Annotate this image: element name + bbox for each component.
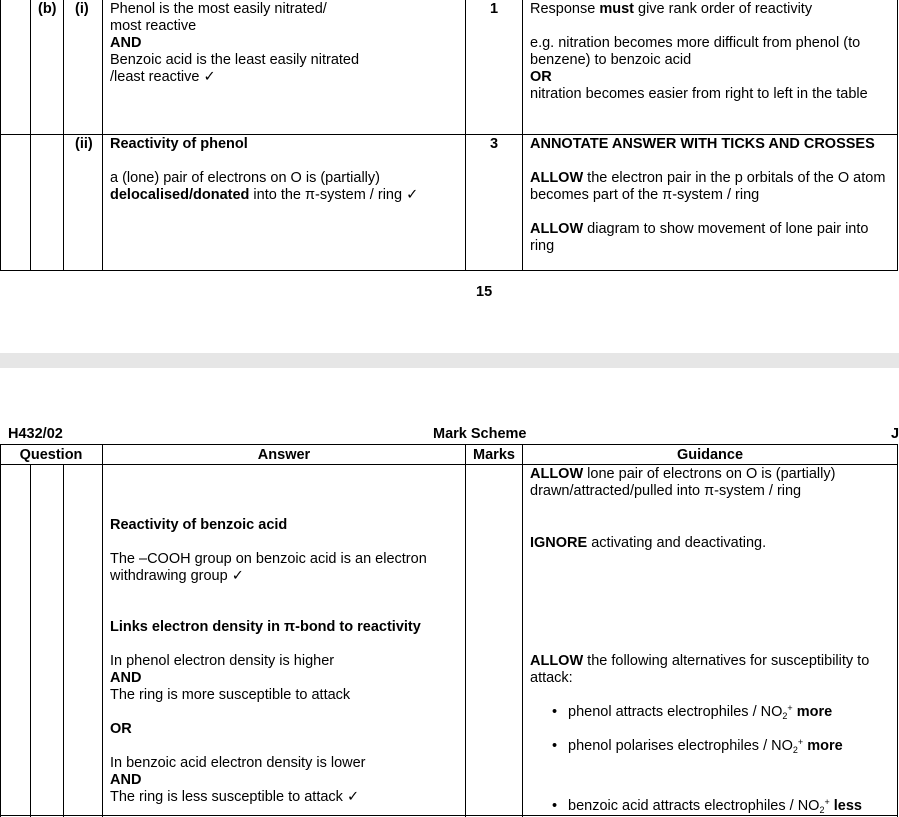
answer-line: most reactive xyxy=(110,18,197,34)
header-right-text: J xyxy=(891,426,899,442)
marks-b-ii: 3 xyxy=(489,136,499,152)
answer-cooh xyxy=(110,551,427,585)
answer-line: In benzoic acid electron density is lower xyxy=(110,755,366,771)
marks-b-i: 1 xyxy=(489,1,499,17)
column-header-marks: Marks xyxy=(473,447,515,463)
guidance-line: drawn/attracted/pulled into π-system / ring xyxy=(530,483,802,499)
page-separator xyxy=(0,353,899,368)
guidance-line: becomes part of the π-system / ring xyxy=(530,187,760,203)
answer-line: AND xyxy=(110,670,142,686)
guidance-allow-alternatives xyxy=(530,653,869,687)
answer-heading-benzoic: Reactivity of benzoic acid xyxy=(110,517,288,533)
guidance-line: ring xyxy=(530,238,555,254)
answer-line: The ring is less susceptible to attack ✓ xyxy=(110,789,360,805)
answer-b-i xyxy=(110,1,359,86)
guidance-line: nitration becomes easier from right to left in the table xyxy=(530,86,868,102)
answer-heading: Reactivity of phenol xyxy=(110,136,248,152)
answer-line: delocalised/donated into the π-system / ring ✓ xyxy=(110,187,419,203)
list-item: • phenol polarises electrophiles / $NO_2^+$ more xyxy=(552,737,843,755)
answer-line: /least reactive ✓ xyxy=(110,69,216,85)
guidance-line: ANNOTATE ANSWER WITH TICKS AND CROSSES xyxy=(530,136,875,152)
question-part-label: (b) xyxy=(38,1,57,17)
answer-line: a (lone) pair of electrons on O is (partially) xyxy=(110,170,380,186)
answer-line: The –COOH group on benzoic acid is an electron xyxy=(110,551,427,567)
document-code: H432/02 xyxy=(8,426,63,442)
answer-b-ii xyxy=(110,136,418,204)
page-number: 15 xyxy=(476,284,493,300)
answer-line: AND xyxy=(110,35,142,51)
answer-line: Phenol is the most easily nitrated/ xyxy=(110,1,327,17)
guidance-line: e.g. nitration becomes more difficult from phenol (to xyxy=(530,35,861,51)
guidance-line: OR xyxy=(530,69,552,85)
answer-heading-links: Links electron density in π-bond to reactivity xyxy=(110,619,421,635)
guidance-line: Response must give rank order of reactivity xyxy=(530,1,813,17)
answer-line: In phenol electron density is higher xyxy=(110,653,335,669)
guidance-bullet-list xyxy=(530,704,862,815)
column-header-guidance: Guidance xyxy=(676,447,744,463)
guidance-line: attack: xyxy=(530,670,573,686)
answer-line: AND xyxy=(110,772,142,788)
column-header-answer: Answer xyxy=(257,447,311,463)
guidance-b-ii xyxy=(530,136,885,255)
question-subpart-label: (ii) xyxy=(75,136,93,152)
document-title: Mark Scheme xyxy=(433,426,527,442)
answer-line: OR xyxy=(110,721,132,737)
guidance-line: benzene) to benzoic acid xyxy=(530,52,692,68)
list-item: • phenol attracts electrophiles / $NO_2^+$ more xyxy=(552,703,833,721)
question-subpart-label: (i) xyxy=(75,1,89,17)
guidance-b-i xyxy=(530,1,868,103)
guidance-allow-lone-pair xyxy=(530,466,835,500)
guidance-line: ALLOW lone pair of electrons on O is (partially) xyxy=(530,466,836,482)
answer-line: withdrawing group ✓ xyxy=(110,568,244,584)
column-header-question: Question xyxy=(19,447,83,463)
list-item: • benzoic acid attracts electrophiles / $NO_2^+$ less xyxy=(552,797,862,815)
answer-line: Benzoic acid is the least easily nitrated xyxy=(110,52,360,68)
guidance-ignore: IGNORE activating and deactivating. xyxy=(530,535,767,551)
answer-density xyxy=(110,653,366,806)
guidance-line: ALLOW the following alternatives for susceptibility to xyxy=(530,653,870,669)
guidance-line: ALLOW diagram to show movement of lone pair into xyxy=(530,221,869,237)
guidance-line: ALLOW the electron pair in the p orbitals of the O atom xyxy=(530,170,886,186)
answer-line: The ring is more susceptible to attack xyxy=(110,687,351,703)
